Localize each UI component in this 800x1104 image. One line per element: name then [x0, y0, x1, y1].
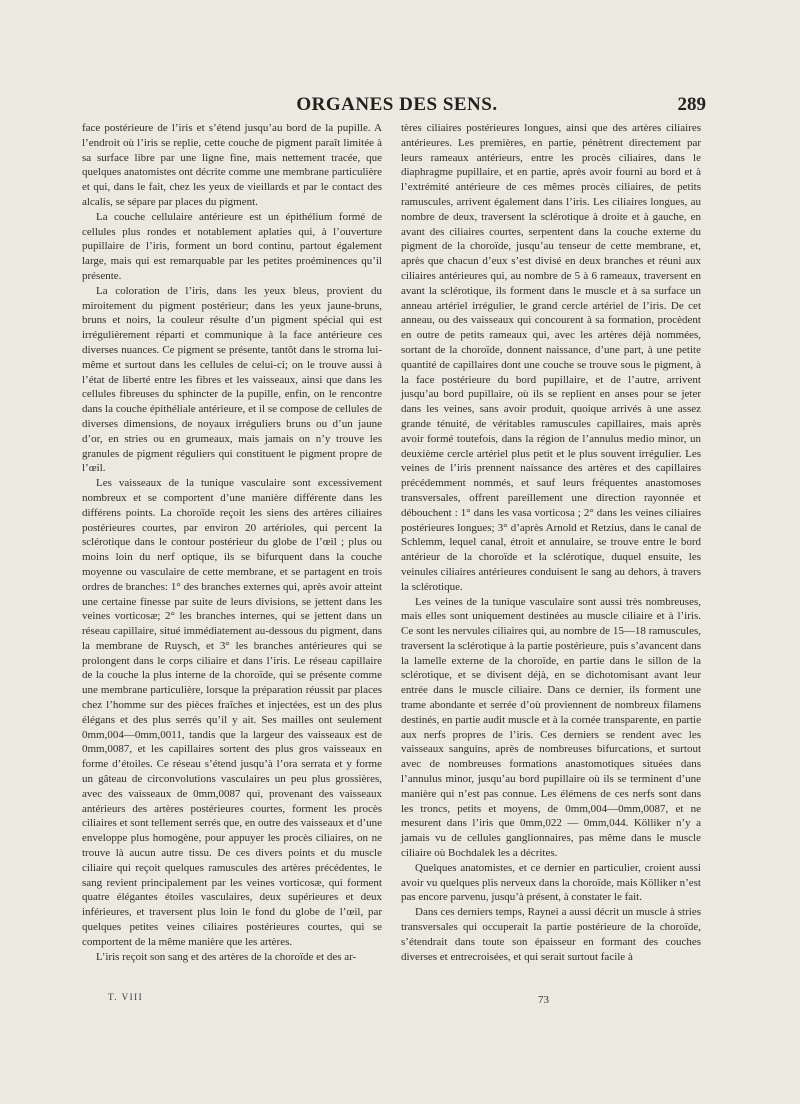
page-header	[82, 94, 712, 120]
paragraph: face postérieure de l’iris et s’étend jusqu’au bord de la pupille. A l’endroit où l’iris se replie, cette couche de pigment paraît limitée à sa surface libre par une ligne fine, mais nettement tracée, que quelques anatomistes ont décrite comme une membrane particulière et qui, dans le fait, chez les yeux de vieillards et par le contact des alcalis, se sépare par places du pigment.	[82, 122, 382, 208]
running-title: ORGANES DES SENS.	[296, 94, 498, 115]
paragraph: Dans ces derniers temps, Raynei a aussi décrit un muscle à stries transversales qui occuperait la partie postérieure de la choroïde, s’étendrait dans toute son épaisseur en formant des couches diverses et entrecroisées, et qui serait surtout facile à	[401, 906, 701, 963]
paragraph: tères ciliaires postérieures longues, ainsi que des artères ciliaires antérieures. Les premières, en partie, pénètrent directement par leurs rameaux antérieurs, entre les procès ciliaires, dans le diaphragme pupillaire, et en partie, après avoir fourni au bord et à l’extrémité antérieure de ces mêmes procès ciliaires, de petits ramuscules, arrivent également dans l’iris. Les ciliaires longues, au nombre de deux, traversent la sclérotique à droite et à gauche, en avant des ciliaires courtes, serpentent dans la couche externe du pigment de la choroïde, jusqu’au tenseur de cette membrane, et, après que chacun d’eux s’est divisé en deux branches et réuni aux ciliaires antérieures qui, au nombre de 5 à 6 rameaux, traversent en avant la sclérotique, ils forment dans le muscle et à sa surface un anneau artériel irrégulier, le grand cercle artériel de l’iris. De cet anneau, ou des vaisseaux qui concourent à sa formation, procèdent en outre de petits rameaux qui, avec les artères déjà nommées, sortant de la choroïde, donnent naissance, d’une part, à une petite quantité de capillaires dont une couche se trouve sous le pigment, à la face postérieure du bord pupillaire, et de l’autre, arrivent jusqu’au bord pupillaire, où ils se replient en anses pour se jeter dans les veines, sans avoir produit, quoique arrivés à une assez grande ténuité, de véritables ramuscules capillaires, mais après avoir formé toutefois, dans la région de l’annulus medio minor, un deuxième cercle artériel plus petit et le plus souvent irrégulier. Les veines de l’iris prennent naissance des artères et des capillaires précédemment nommés, et sauf leurs fréquentes anastomoses transversales, offrent pareillement une direction rayonnée et débouchent : 1° dans les vasa vorticosa ; 2° dans les veines ciliaires postérieures longues; 3° d’après Arnold et Retzius, dans le canal de Schlemm, lequel canal, étroit et annulaire, se trouve entre le bord antérieur de la choroïde et la sclérotique, duquel ensuite, les veinules ciliaires antérieures conduisent le sang au dehors, à travers la sclérotique.	[401, 122, 701, 593]
paragraph: Les veines de la tunique vasculaire sont aussi très nombreuses, mais elles sont uniquement destinées au muscle ciliaire et à l’iris. Ce sont les nervules ciliaires qui, au nombre de 15—18 ramuscules, traversent la sclérotique à la partie postérieure, puis s’avancent dans la lamelle externe de la choroïde, en partie dans le sillon de la sclérotique, et se divisent déjà, en se dichotomisant avant leur entrée dans le muscle ciliaire. Dans ce dernier, ils forment une trame abondante et serrée d’où proviennent de nombreux filamens destinés, en partie audit muscle et à la cornée transparente, en partie aux nerfs propres de l’iris. Ces derniers se rendent avec les vaisseaux sanguins, après de nombreuses bifurcations, et surtout avec de nombreuses formations anastomotiques situées dans l’annulus minor, jusqu’au bord pupillaire où ils se terminent d’une manière qui n’est pas connue. Les élémens de ces nerfs sont dans les troncs, petits et moyens, de 0mm,004—0mm,0087, et ne mesurent dans l’iris que 0mm,022 — 0mm,044. Kölliker n’y a jamais vu de cellules ganglionnaires, pas même dans le muscle ciliaire où Bochdalek les a décrites.	[401, 595, 701, 860]
paragraph: La couche cellulaire antérieure est un épithélium formé de cellules plus rondes et notablement aplaties qui, à l’ouverture pupillaire de l’iris, forment un bord continu, partout également large, mais qui est remarquable par les petites proéminences qu’il présente.	[82, 210, 382, 282]
paragraph: Quelques anatomistes, et ce dernier en particulier, croient aussi avoir vu quelques plis nerveux dans la choroïde, mais Kölliker n’est pas encore parvenu, jusqu’à présent, à constater le fait.	[401, 861, 701, 904]
page-number: 289	[677, 94, 706, 115]
footer-sheet-number: 73	[538, 994, 549, 1006]
paragraph: La coloration de l’iris, dans les yeux bleus, provient du miroitement du pigment postérieur; dans les yeux jaune-bruns, bruns et noirs, la couleur résulte d’un pigment spécial qui est irrégulièrement réparti et communique à la face antérieure ces diverses nuances. Ce pigment se présente, tantôt dans le stroma lui-même et surtout dans les cellules de celui-ci; on le trouve aussi à l’état de liberté entre les fibres et les vaisseaux, ainsi que dans les cellules fibreuses du sphincter de la pupille, enfin, on le rencontre dans la couche épithéliale antérieure, et il se compose de cellules de diverses dimensions, de noyaux irréguliers bruns ou d’un jaune d’or, en stries ou en grumeaux, mais jamais on n’y trouve les granules de pigment réguliers qui constituent le pigment propre de l’œil.	[82, 284, 382, 475]
paragraph: L’iris reçoit son sang et des artères de la choroïde et des ar-	[96, 950, 357, 963]
right-text-column	[401, 121, 701, 964]
paragraph: Les vaisseaux de la tunique vasculaire sont excessivement nombreux et se comportent d’une manière différente dans les différens points. La choroïde reçoit les siens des artères ciliaires postérieures courtes, par environ 20 artérioles, qui percent la sclérotique dans le contour postérieur du globe de l’œil ; plus ou moins loin du nerf optique, ils se bifurquent dans la couche moyenne ou vasculaire de cette membrane, et se partagent en trois ordres de branches: 1° des branches externes qui, après avoir atteint une certaine finesse par suite de leurs divisions, se jettent dans les veines vorticosæ; 2° les branches internes, qui se jettent dans un réseau capillaire, situé immédiatement au-dessous du pigment, dans la membrane de Ruysch, et 3° les branches antérieures qui se prolongent dans le corps ciliaire et dans l’iris. Le réseau capillaire de la couche la plus interne de la choroïde, qui se présente comme une membrane particulière, lorsque la préparation réussit par places chez l’homme sur des pièces fraîches et injectées, est un des plus élégans et des plus serrés qu’il y ait. Ses mailles ont seulement 0mm,004—0mm,0011, tandis que la largeur des vaisseaux est de 0mm,0087, et les capillaires sortent des plus gros vaisseaux en forme d’étoiles. Ce réseau s’étend jusqu’à l’ora serrata et y forme un gâteau de circonvolutions vasculaires un peu plus grossières, avec des vaisseaux de 0mm,0087 qui, provenant des vaisseaux antérieurs des artères postérieures courtes, forment les procès ciliaires et sont tellement serrés que, en outre des vaisseaux et d’une enveloppe plus homogène, pour appuyer les procès ciliaires, on ne trouve là aucun autre tissu. De ces divers points et du muscle ciliaire qui reçoit quelques ramuscules des artères précédentes, le sang revient principalement par les veines vorticosæ, qui forment quatre élégantes étoiles vasculaires, deux supérieures et deux inférieures, et traversent plus loin le fond du globe de l’œil, par quelques petites veines ciliaires postérieures courtes, qui se comportent de la même manière que les artères.	[82, 477, 382, 948]
left-text-column	[82, 121, 382, 964]
footer-signature: T. VIII	[108, 992, 144, 1002]
